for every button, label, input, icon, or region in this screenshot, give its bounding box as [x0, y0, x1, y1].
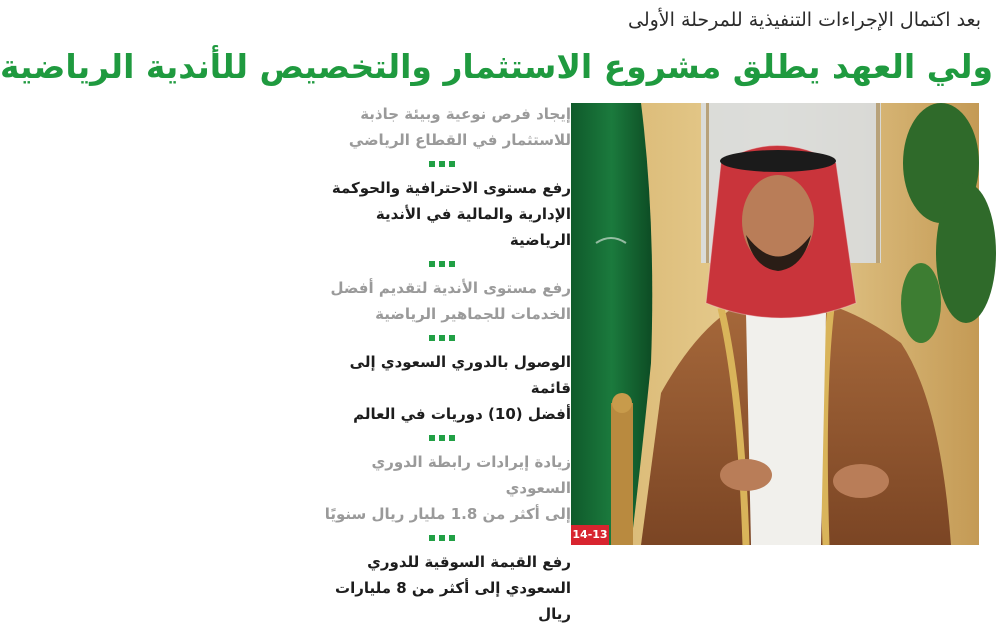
- point-line: للاستثمار في القطاع الرياضي: [348, 131, 571, 149]
- article-headline: ولي العهد يطلق مشروع الاستثمار والتخصيص للأندية الرياضية: [0, 47, 993, 86]
- separator-dots: [313, 327, 571, 349]
- point-line: إيجاد فرص نوعية وبيئة جاذبة: [360, 105, 571, 123]
- article-kicker: بعد اكتمال الإجراءات التنفيذية للمرحلة الأولى: [628, 9, 981, 31]
- portrait-illustration: [571, 103, 979, 545]
- point-line: السعودي إلى أكثر من 8 مليارات ريال: [335, 579, 571, 623]
- point-line: الوصول بالدوري السعودي إلى قائمة: [349, 353, 571, 397]
- separator-dots: [313, 253, 571, 275]
- point-item: [313, 349, 571, 427]
- separator-dots: [313, 527, 571, 549]
- point-line: إلى أكثر من 1.8 مليار ريال سنويًا: [324, 505, 571, 523]
- point-item: [313, 175, 571, 253]
- point-item: [313, 449, 571, 527]
- separator-dots: [313, 427, 571, 449]
- point-line: زيادة إيرادات رابطة الدوري السعودي: [371, 453, 571, 497]
- point-item: [313, 101, 571, 153]
- point-line: الإدارية والمالية في الأندية الرياضية: [375, 205, 571, 249]
- point-line: رفع القيمة السوقية للدوري: [367, 553, 571, 571]
- point-line: رفع مستوى الأندية لتقديم أفضل: [330, 279, 571, 297]
- separator-dots: [313, 153, 571, 175]
- key-points-list: [313, 101, 571, 627]
- point-item: [313, 275, 571, 327]
- point-item: [313, 549, 571, 627]
- page-reference-badge: 14-13: [571, 525, 609, 545]
- point-line: أفضل (10) دوريات في العالم: [353, 405, 571, 423]
- point-line: الخدمات للجماهير الرياضية: [375, 305, 571, 323]
- article-photo: [571, 103, 979, 545]
- point-line: رفع مستوى الاحترافية والحوكمة: [331, 179, 571, 197]
